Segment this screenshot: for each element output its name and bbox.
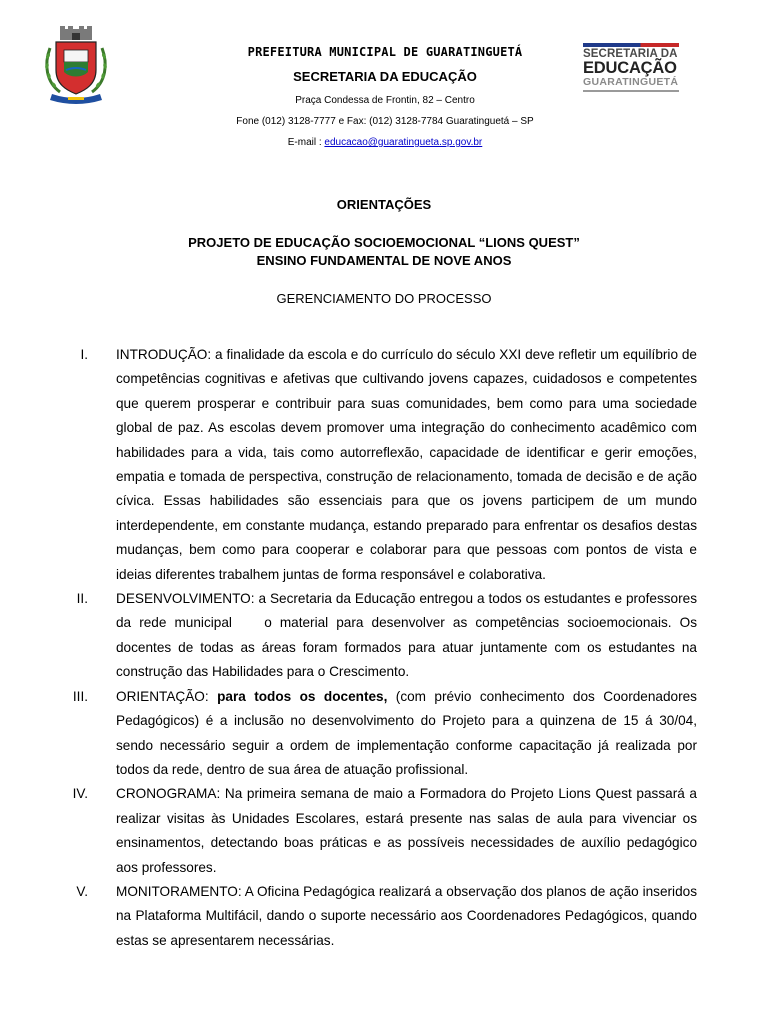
- list-item-cronograma: [72, 782, 697, 880]
- document-title: ORIENTAÇÕES: [336, 197, 432, 212]
- logo-bottom-bar: [583, 90, 679, 92]
- list-item-text-lead: ORIENTAÇÃO:: [116, 688, 218, 704]
- list-number: III.: [72, 688, 88, 704]
- email-link[interactable]: educacao@guaratingueta.sp.gov.br: [324, 137, 483, 148]
- list-item-text: MONITORAMENTO: A Oficina Pedagógica realizará a observação dos planos de ação inseridos na Plataforma Multifácil, dando o suporte necessário aos Coordenadores Pedagógicos, quando estas se apresentarem necessárias.: [116, 883, 697, 948]
- letterhead: [0, 0, 768, 160]
- department-title: SECRETARIA DA EDUCAÇÃO: [293, 69, 477, 84]
- section-subtitle: GERENCIAMENTO DO PROCESSO: [276, 291, 492, 306]
- list-item-text: DESENVOLVIMENTO: a Secretaria da Educação entregou a todos os estudantes e professores da rede municipal o material para desenvolver as competências socioemocionais. Os docentes de todas as áreas foram formados para atuar juntamente com os estudantes na construção das Habilidades para o Crescimento.: [116, 591, 713, 680]
- email-line: [150, 137, 620, 148]
- list-number: II.: [76, 591, 88, 607]
- logo-top-bar: [583, 43, 679, 47]
- list-item-text-rest: (com prévio conhecimento dos Coordenadores Pedagógicos) é a inclusão no desenvolvimento do Projeto para a quinzena de 15 á 30/04, sendo necessário seguir a ordem de implementação conforme capacitação já realizada por todos da rede, dentro de sua área de atuação profissional.: [116, 688, 697, 777]
- municipal-crest-icon: [42, 26, 110, 104]
- list-item-monitoramento: [76, 880, 697, 953]
- numbered-list: [0, 343, 768, 953]
- logo-line-bottom: GUARATINGUETÁ: [583, 76, 679, 88]
- list-number: IV.: [72, 786, 88, 802]
- list-item-desenvolvimento: [76, 587, 713, 685]
- logo-line-top: SECRETARIA DA: [583, 48, 678, 60]
- list-number: I.: [80, 347, 88, 362]
- list-item-text-emphasis: para todos os docentes,: [217, 688, 388, 704]
- list-number: V.: [76, 883, 88, 899]
- municipality-title: PREFEITURA MUNICIPAL DE GUARATINGUETÁ: [247, 45, 523, 59]
- list-item-orientacao: [72, 685, 697, 783]
- project-title-line1: PROJETO DE EDUCAÇÃO SOCIOEMOCIONAL “LIONS QUEST”: [188, 235, 580, 250]
- email-label: E-mail :: [287, 137, 325, 148]
- address-line: Praça Condessa de Frontin, 82 – Centro: [295, 95, 475, 106]
- education-logo: [583, 43, 683, 92]
- list-item-introducao: [80, 343, 697, 587]
- project-title-line2: ENSINO FUNDAMENTAL DE NOVE ANOS: [256, 253, 512, 268]
- phone-line: Fone (012) 3128-7777 e Fax: (012) 3128-7784 Guaratinguetá – SP: [236, 116, 534, 127]
- list-item-text: CRONOGRAMA: Na primeira semana de maio a Formadora do Projeto Lions Quest passará a realizar visitas às Unidades Escolares, estará presente nas salas de aula para vivenciar os ensinamentos, detectando boas práticas e as possíveis necessidades de auxílio pedagógico aos professores.: [116, 786, 697, 875]
- logo-line-middle: EDUCAÇÃO: [583, 59, 677, 77]
- list-item-text: INTRODUÇÃO: a finalidade da escola e do currículo do século XXI deve refletir um equilíbrio de competências cognitivas e afetivas que cultivando jovens capazes, cuidadosos e competentes que querem prosperar e contribuir para suas comunidades, bem como para uma sociedade global de paz. As escolas devem promover uma integração do conhecimento acadêmico com habilidades para a vida, tais como autorreflexão, capacidade de identificar e gerir emoções, empatia e tomada de perspectiva, construção de relacionamento, tomada de decisão e de ação cívica. Essas habilidades são essenciais para que os jovens participem de um mundo interdependente, em constante mudança, estando preparado para enfrentar os desafios destas mudanças, bem como para cooperar e colaborar para que pessoas com pontos de vista e ideias diferentes trabalhem juntas de forma responsável e colaborativa.: [116, 347, 697, 582]
